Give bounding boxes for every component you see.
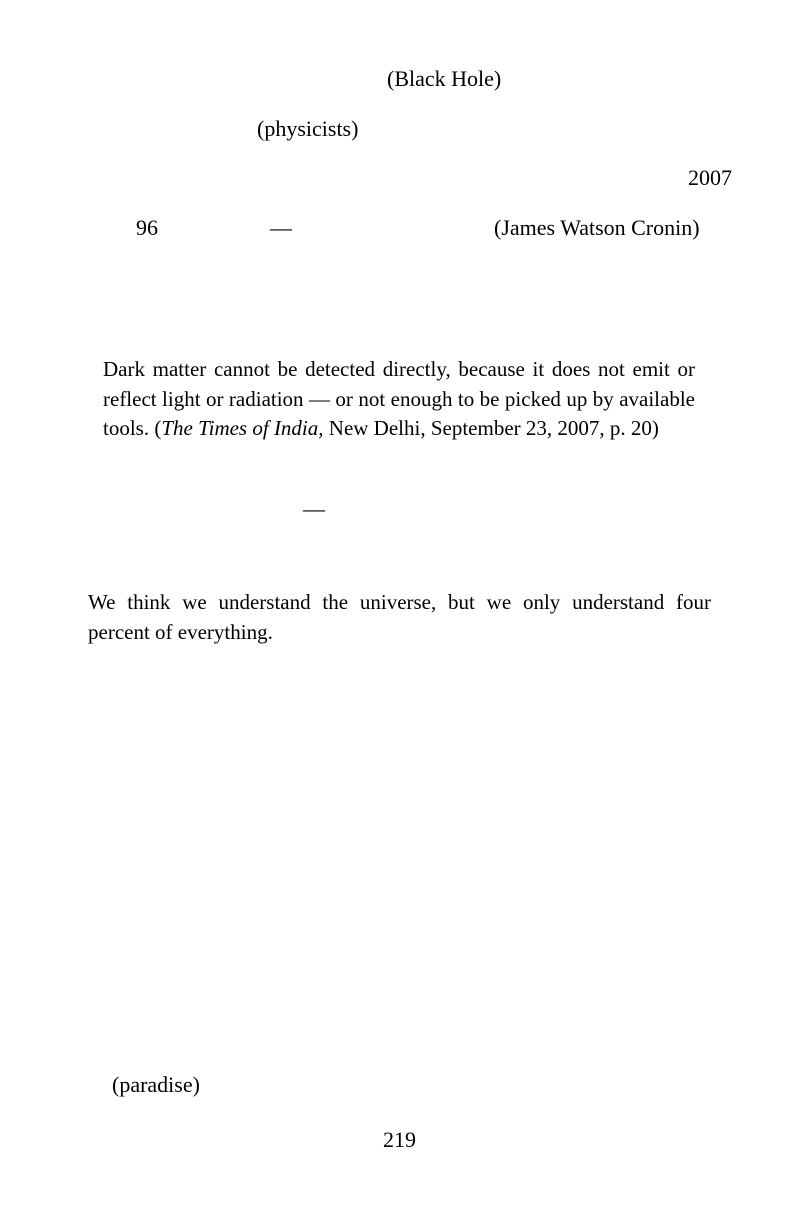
em-dash-2: —: [303, 496, 325, 521]
age-number: 96: [136, 215, 158, 240]
quote-text-after: New Delhi, September 23, 2007, p. 20): [323, 416, 659, 440]
year-2007: 2007: [688, 165, 732, 190]
quote-source: The Times of India,: [161, 416, 324, 440]
black-hole-term: (Black Hole): [387, 66, 502, 91]
cronin-name: (James Watson Cronin): [494, 215, 700, 240]
physicists-term: (physicists): [257, 116, 359, 141]
quote-text-before: Dark matter cannot be detected directly, because it does not emit or reflect light or radiation — or not enough to be picked up by available tools. (: [103, 357, 695, 440]
dark-matter-quote: [103, 355, 695, 444]
page-number: 219: [383, 1127, 416, 1152]
em-dash: —: [270, 215, 292, 240]
paradise-term: (paradise): [112, 1072, 200, 1097]
universe-statement: We think we understand the universe, but we only understand four percent of everything.: [88, 590, 711, 644]
